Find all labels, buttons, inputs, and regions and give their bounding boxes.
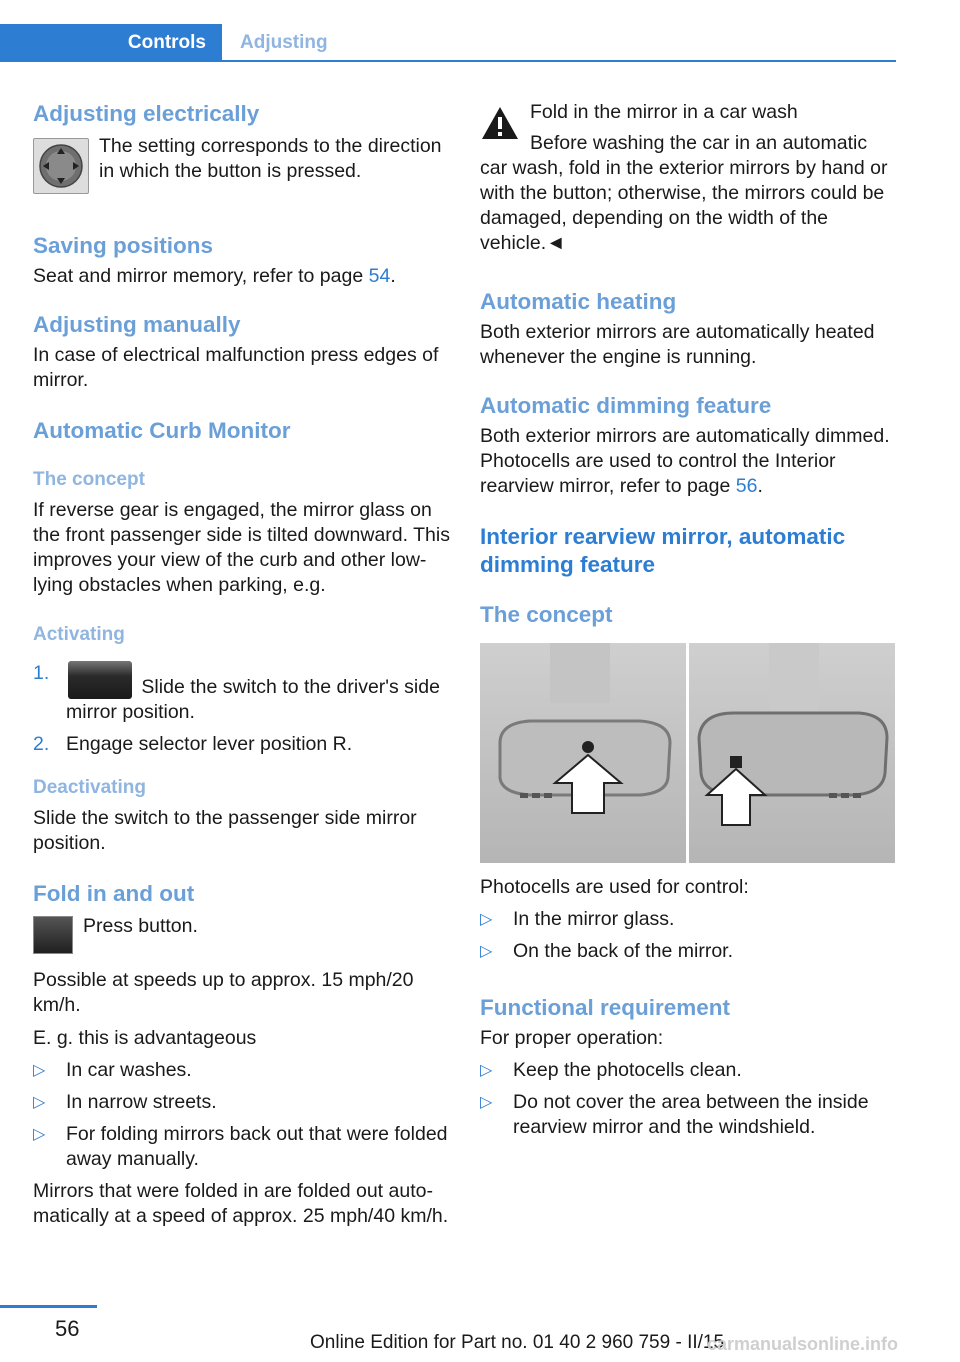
deactivating-text: Slide the switch to the passenger side mirror position. <box>33 807 417 854</box>
adjust-electrically-text: The setting corresponds to the direction in which the button is pressed. <box>99 135 442 182</box>
heading-saving-positions: Saving positions <box>33 233 214 258</box>
dimming-text: Both exterior mirrors are automatically dimmed. Photocells are used to control the Interior rearview mirror, refer to page 56. <box>480 425 890 497</box>
heading-deactivating: Deactivating <box>33 777 146 798</box>
list-item: ▷ For folding mirrors back out that were folded away manually. <box>33 1123 448 1170</box>
right-column <box>480 100 898 1147</box>
heading-functional-requirement: Functional requirement <box>480 995 731 1020</box>
mirror-control-button-icon <box>33 138 89 194</box>
heading-automatic-dimming: Automatic dimming feature <box>480 393 772 418</box>
mirror-photo <box>480 643 895 863</box>
mirror-back-image <box>689 643 895 863</box>
heading-the-concept-right: The concept <box>480 602 613 627</box>
page-link-54[interactable]: 54 <box>368 265 391 287</box>
triangle-bullet-icon: ▷ <box>33 1062 46 1079</box>
fold-text: Press button. <box>83 915 198 937</box>
list-item: 1. Slide the switch to the driver's side mirror position. <box>33 662 440 723</box>
adjusting-manually-text: In case of electrical malfunction press edges of mirror. <box>33 344 439 391</box>
list-item: ▷ Do not cover the area between the inside rearview mirror and the windshield. <box>480 1091 869 1138</box>
heading-interior-mirror: Interior rearview mirror, automatic dimming feature <box>480 524 846 577</box>
heading-the-concept: The concept <box>33 469 145 490</box>
triangle-bullet-icon: ▷ <box>480 1062 493 1079</box>
triangle-bullet-icon: ▷ <box>480 943 493 960</box>
edition-text: Online Edition for Part no. 01 40 2 960 759 - II/15 <box>310 1332 725 1353</box>
photocells-list <box>480 907 898 964</box>
warning-text: car wash, fold in the exterior mirrors by hand or with the button; otherwise, the mirrors could be damaged, depending on the width of the vehicle.◄ <box>480 157 888 254</box>
warning-icon <box>480 104 520 142</box>
triangle-bullet-icon: ▷ <box>480 1094 493 1111</box>
list-item: 2. Engage selector lever position R. <box>33 733 353 755</box>
heading-adjusting-electrically: Adjusting electrically <box>33 101 260 126</box>
list-item: ▷ On the back of the mirror. <box>480 940 734 962</box>
tab-adjusting[interactable]: Adjusting <box>240 32 328 53</box>
advantages-list <box>33 1058 451 1172</box>
list-item: ▷ In the mirror glass. <box>480 908 675 930</box>
heating-text: Both exterior mirrors are automatically heated whenever the engine is running. <box>480 321 875 368</box>
adjust-electrically-block <box>33 134 451 194</box>
warning-line1: Before washing the car in an automatic <box>530 132 868 154</box>
left-column <box>33 100 451 1229</box>
speed-text: Possible at speeds up to approx. 15 mph/20 km/h. <box>33 969 414 1016</box>
activating-steps <box>33 661 451 757</box>
fold-block <box>33 914 451 964</box>
header-tabbar <box>0 24 896 62</box>
advantage-text: E. g. this is advantageous <box>33 1027 257 1049</box>
tab-controls[interactable]: Controls <box>0 24 222 62</box>
watermark: carmanualsonline.info <box>707 1334 899 1354</box>
list-item: ▷ Keep the photocells clean. <box>480 1059 742 1081</box>
curb-concept-text: If reverse gear is engaged, the mirror glass on the front passenger side is tilted downward. This improves your view of the curb and other low-lying obstacles when parking, e.g. <box>33 499 450 596</box>
list-item: ▷ In car washes. <box>33 1059 192 1081</box>
list-item: ▷ In narrow streets. <box>33 1091 217 1113</box>
saving-positions-text: Seat and mirror memory, refer to page 54. <box>33 265 396 287</box>
fold-button-icon <box>33 916 73 954</box>
triangle-bullet-icon: ▷ <box>480 911 493 928</box>
warning-block <box>480 100 898 256</box>
heading-fold-in-and-out: Fold in and out <box>33 881 195 906</box>
mirror-switch-icon <box>68 661 132 699</box>
functional-text: For proper operation: <box>480 1027 664 1049</box>
mirror-front-image <box>480 643 686 863</box>
warning-title: Fold in the mirror in a car wash <box>530 101 798 123</box>
photocells-text: Photocells are used for control: <box>480 876 749 898</box>
triangle-bullet-icon: ▷ <box>33 1126 46 1143</box>
triangle-bullet-icon: ▷ <box>33 1094 46 1111</box>
foldout-text: Mirrors that were folded in are folded out automatically at a speed of approx. 25 mph/40 km/h. <box>33 1180 449 1227</box>
heading-adjusting-manually: Adjusting manually <box>33 312 241 337</box>
page-link-56[interactable]: 56 <box>735 475 758 497</box>
footer-line <box>0 1305 97 1308</box>
page-number: 56 <box>55 1316 80 1341</box>
heading-activating: Activating <box>33 624 125 645</box>
heading-automatic-curb-monitor: Automatic Curb Monitor <box>33 418 291 443</box>
heading-automatic-heating: Automatic heating <box>480 289 677 314</box>
requirements-list <box>480 1058 898 1140</box>
